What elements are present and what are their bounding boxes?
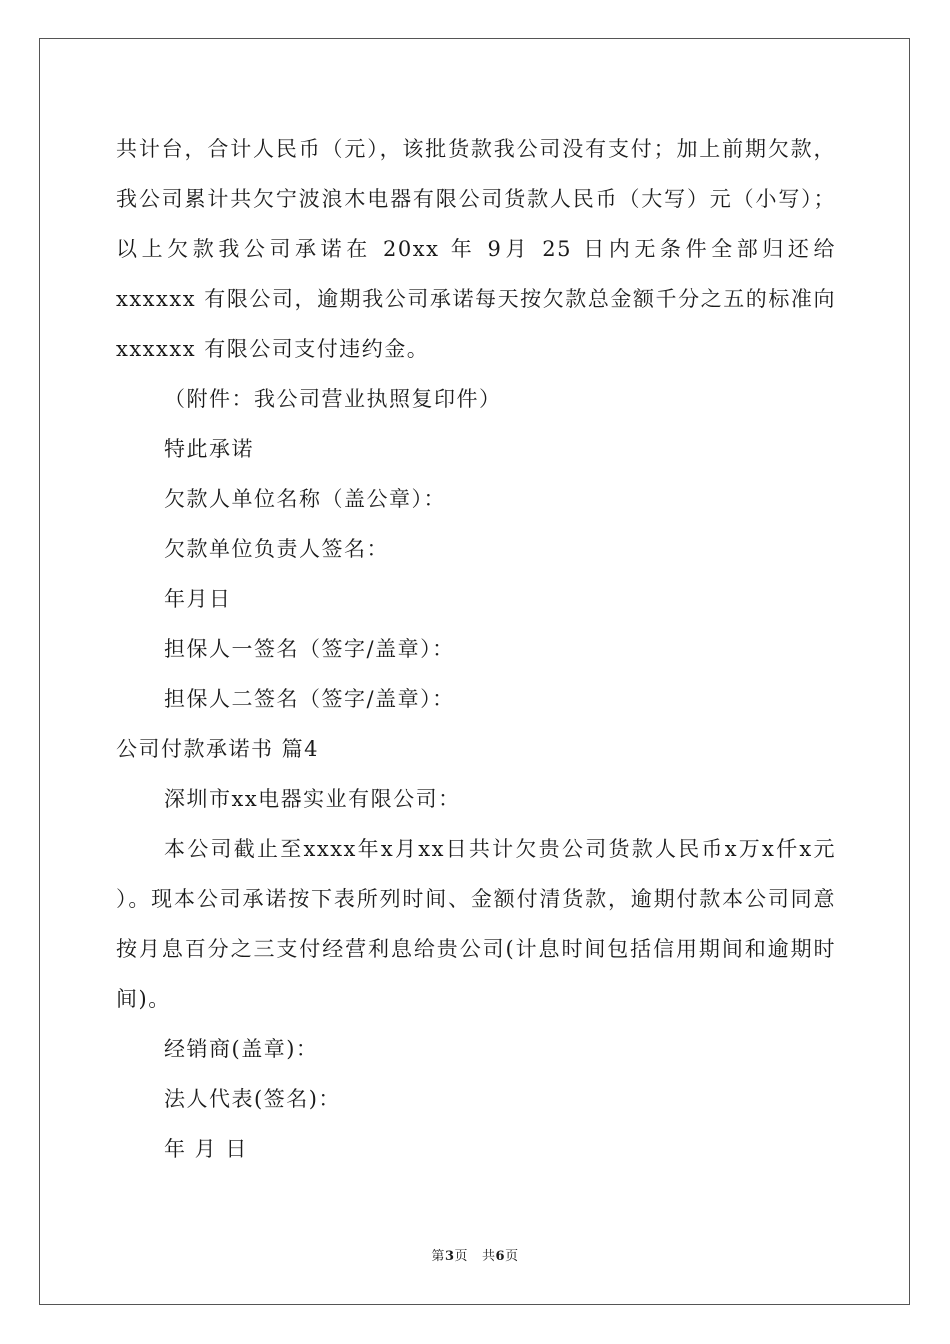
page-footer <box>0 1245 950 1264</box>
page-prefix: 第 <box>431 1249 445 1264</box>
paragraph-payment-promise: 本公司截止至xxxx年x月xx日共计欠贵公司货款人民币x万x仟x元 ）。现本公司承诺按下表所列时间、金额付清货款，逾期付款本公司同意按月息百分之三支付经营利息给贵公司(计息时间包括信用期间和逾期时间)。 <box>116 837 836 1011</box>
total-suffix: 页 <box>505 1249 519 1264</box>
section-heading-4: 公司付款承诺书 篇4 <box>116 737 320 761</box>
field-guarantor-1-signature: 担保人一签名（签字/盖章）： <box>164 637 455 661</box>
field-legal-rep-signature: 法人代表(签名)： <box>164 1087 341 1111</box>
page-current: 3 <box>444 1249 455 1264</box>
field-guarantor-2-signature: 担保人二签名（签字/盖章）： <box>164 687 455 711</box>
field-date-1: 年月日 <box>164 587 232 611</box>
paragraph-hereby-promise: 特此承诺 <box>164 437 254 461</box>
field-debtor-unit-name: 欠款人单位名称（盖公章）： <box>164 487 446 511</box>
paragraph-debt-statement: 共计台，合计人民币（元），该批货款我公司没有支付；加上前期欠款，我公司累计共欠宁波浪木电器有限公司货款人民币（大写）元（小写）；以上欠款我公司承诺在 20xx 年 9月 25 日内无条件全部归还给 xxxxxx 有限公司，逾期我公司承诺每天按欠款总金额千分之五的标准向 xxxxxx 有限公司支付违约金。 <box>116 137 836 361</box>
paragraph-addressee: 深圳市xx电器实业有限公司： <box>164 787 461 811</box>
field-debtor-manager-signature: 欠款单位负责人签名： <box>164 537 389 561</box>
paragraph-attachment: （附件：我公司营业执照复印件） <box>164 387 502 411</box>
field-date-2: 年 月 日 <box>164 1137 248 1161</box>
page-total: 6 <box>495 1249 506 1264</box>
total-prefix: 共 <box>482 1249 496 1264</box>
field-dealer-seal: 经销商(盖章)： <box>164 1037 319 1061</box>
page-suffix: 页 <box>454 1249 468 1264</box>
document-body <box>116 124 836 1174</box>
